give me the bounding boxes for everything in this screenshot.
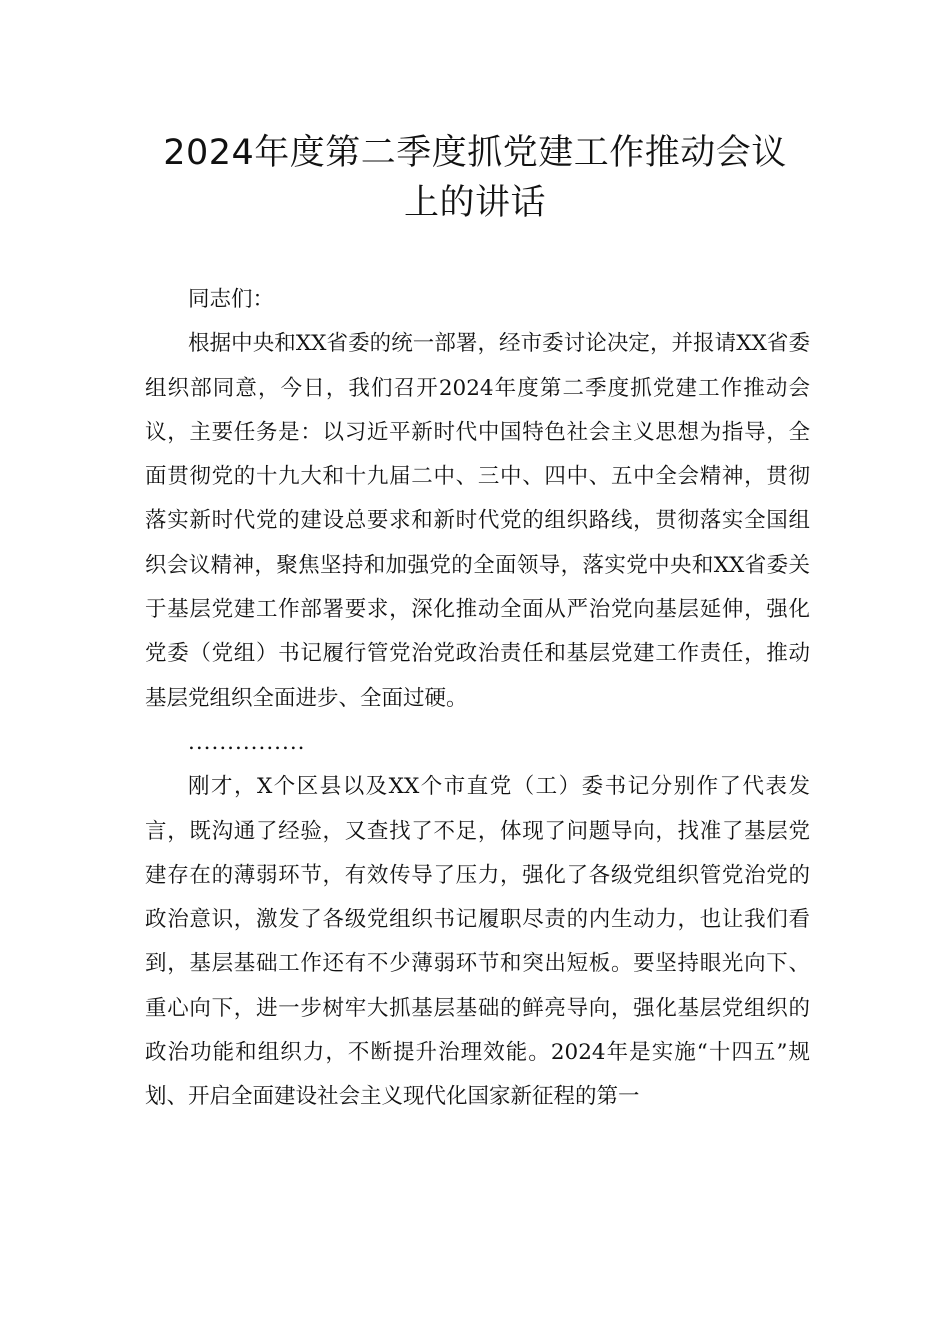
- document-title: [140, 128, 810, 228]
- paragraph-intro: 根据中央和XX省委的统一部署，经市委讨论决定，并报请XX省委组织部同意，今日，我们召开2024年度第二季度抓党建工作推动会议，主要任务是：以习近平新时代中国特色社会主义思想为指导，全面贯彻党的十九大和十九届二中、三中、四中、五中全会精神，贯彻落实新时代党的建设总要求和新时代党的组织路线，贯彻落实全国组织会议精神，聚焦坚持和加强党的全面领导，落实党中央和XX省委关于基层党建工作部署要求，深化推动全面从严治党向基层延伸，强化党委（党组）书记履行管党治党政治责任和基层党建工作责任，推动基层党组织全面进步、全面过硬。: [145, 331, 810, 711]
- title-line-1: 2024年度第二季度抓党建工作推动会议: [163, 133, 787, 173]
- salutation: 同志们：: [188, 287, 275, 312]
- ellipsis-separator: ...............: [188, 729, 306, 755]
- document-body: [145, 278, 810, 1120]
- paragraph-speeches: 刚才，X个区县以及XX个市直党（工）委书记分别作了代表发言，既沟通了经验，又查找了不足，体现了问题导向，找准了基层党建存在的薄弱环节，有效传导了压力，强化了各级党组织管党治党的政治意识，激发了各级党组织书记履职尽责的内生动力，也让我们看到，基层基础工作还有不少薄弱环节和突出短板。要坚持眼光向下、重心向下，进一步树牢大抓基层基础的鲜亮导向，强化基层党组织的政治功能和组织力，不断提升治理效能。2024年是实施“十四五”规划、开启全面建设社会主义现代化国家新征程的第一: [145, 774, 810, 1110]
- title-line-2: 上的讲话: [403, 183, 546, 223]
